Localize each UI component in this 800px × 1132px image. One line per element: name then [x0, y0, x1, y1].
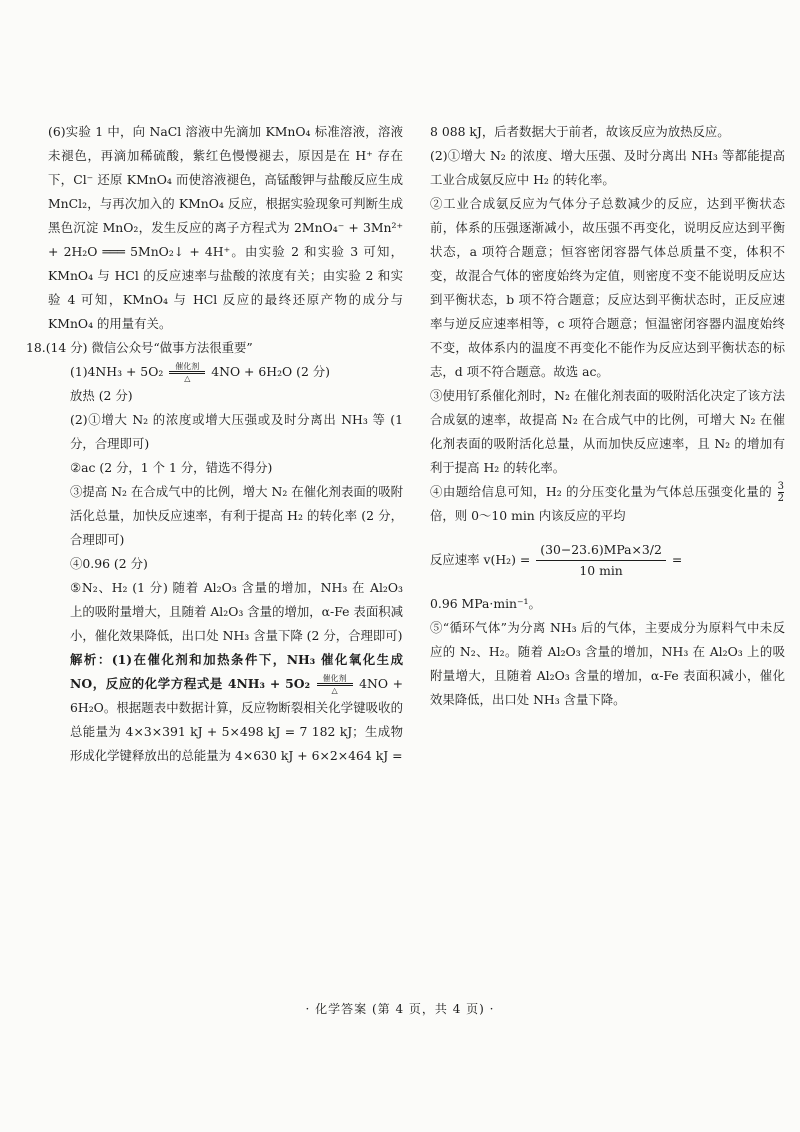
catalyst-label-2: 催化剂 [322, 674, 347, 683]
page-footer: · 化学答案 (第 4 页，共 4 页) · [305, 1002, 495, 1016]
answer-18-2-4: ④0.96 (2 分) [70, 556, 148, 571]
answer-18-1-equation [48, 360, 403, 384]
answer-18-2-3: ③提高 N₂ 在合成气中的比例，增大 N₂ 在催化剂表面的吸附活化总量，加快反应速率，有利于提高 H₂ 的转化率 (2 分，合理即可) [70, 484, 403, 547]
analysis [48, 648, 403, 768]
analysis-r5-text: ④由题给信息可知，H₂ 的分压变化量为气体总压强变化量的 [430, 484, 773, 499]
heat-symbol-2: △ [331, 686, 338, 695]
rate-numerator: (30−23.6)MPa×3/2 [536, 540, 666, 561]
rate-fraction [536, 540, 666, 581]
rate-label: 反应速率 v(H₂) = [430, 552, 531, 567]
rate-equals: = [671, 552, 683, 567]
answer-18-2-2: ②ac (2 分，1 个 1 分，错选不得分) [70, 460, 273, 475]
heat-symbol: △ [184, 374, 191, 383]
answer-18-1b: 放热 (2 分) [70, 388, 133, 403]
catalyst-label: 催化剂 [175, 362, 200, 371]
catalyst-arrow [169, 362, 205, 383]
right-column [430, 120, 785, 712]
rate-formula [430, 528, 785, 592]
analysis-r4: ③使用钌系催化剂时，N₂ 在催化剂表面的吸附活化决定了该方法合成氨的速率，故提高 N₂ 在合成气中的比例，可增大 N₂ 在催化剂表面的吸附活化总量，从而加快反应速率，且 N₂ 的增加有利于提高 H₂ 的转化率。 [430, 388, 785, 475]
fraction-three-halves: $\frac{3}{2}$ [777, 481, 784, 504]
analysis-r2: (2)①增大 N₂ 的浓度、增大压强、及时分离出 NH₃ 等都能提高工业合成氨反应中 H₂ 的转化率。 [430, 148, 785, 187]
analysis-r1: 8 088 kJ，后者数据大于前者，故该反应为放热反应。 [430, 124, 730, 139]
analysis-r3: ②工业合成氨反应为气体分子总数减少的反应，达到平衡状态前，体系的压强逐渐减小，故压强不再变化，说明反应达到平衡状态，a 项符合题意；恒容密闭容器气体总质量不变，体积不变，故混合气体的密度始终为定值，则密度不变不能说明反应达到平衡状态，b 项不符合题意；反应达到平衡状态时，正反应速率与逆反应速率相等，c 项符合题意；恒温密闭容器内温度始终不变，故体系内的温度不再变化不能作为反应达到平衡状态的标志，d 项不符合题意。故选 ac。 [430, 196, 785, 379]
answer-18-2-5: ⑤N₂、H₂ (1 分) 随着 Al₂O₃ 含量的增加，NH₃ 在 Al₂O₃ 上的吸附量增大，且随着 Al₂O₃ 含量的增加，α-Fe 表面积减小，催化效果降低，出口处 NH₃ 含量下降 (2 分，合理即可) [70, 580, 403, 643]
analysis-r5-text-cont: 倍，则 0～10 min 内该反应的平均 [430, 508, 626, 523]
question-18-heading: 18.(14 分) 微信公众号“做事方法很重要” [26, 340, 253, 355]
analysis-text-cont: 4NO + 6H₂O。根据题表中数据计算，反应物断裂相关化学键吸收的总能量为 4×3×391 kJ + 5×498 kJ = 7 182 kJ；生成物形成化学键释放出的总能量为 4×630 kJ + 6×2×464 kJ = [70, 676, 403, 763]
rate-result: 0.96 MPa·min⁻¹。 [430, 596, 541, 611]
left-column [26, 120, 403, 768]
analysis-r8: ⑤“循环气体”为分离 NH₃ 后的气体，主要成分为原料气中未反应的 N₂、H₂。随着 Al₂O₃ 含量的增加，NH₃ 在 Al₂O₃ 上的吸附量增大，且随着 Al₂O₃ 含量的增加，α-Fe 表面积减小，催化效果降低，出口处 NH₃ 含量下降。 [430, 620, 785, 707]
catalyst-arrow-2 [317, 674, 353, 695]
equation-right: 4NO + 6H₂O (2 分) [211, 364, 331, 379]
analysis-r5 [430, 480, 785, 528]
answer-18-2-1: (2)①增大 N₂ 的浓度或增大压强或及时分离出 NH₃ 等 (1 分，合理即可) [70, 412, 403, 451]
rate-denominator: 10 min [579, 562, 623, 578]
analysis-text: 解析：(1)在催化剂和加热条件下，NH₃ 催化氧化生成 NO，反应的化学方程式是 4NH₃ + 5O₂ [70, 652, 403, 691]
equation-left: (1)4NH₃ + 5O₂ [70, 364, 164, 379]
answer-part-6: (6)实验 1 中，向 NaCl 溶液中先滴加 KMnO₄ 标准溶液，溶液未褪色，再滴加稀硫酸，紫红色慢慢褪去，原因是在 H⁺ 存在下，Cl⁻ 还原 KMnO₄ 而使溶液褪色，高锰酸钾与盐酸反应生成 MnCl₂，与再次加入的 KMnO₄ 反应，根据实验现象可判断生成黑色沉淀 MnO₂，发生反应的离子方程式为 2MnO₄⁻ + 3Mn²⁺ + 2H₂O ═══ 5MnO₂↓ + 4H⁺。由实验 2 和实验 3 可知，KMnO₄ 与 HCl 的反应速率与盐酸的浓度有关；由实验 2 和实验 4 可知，KMnO₄ 与 HCl 反应的最终还原产物的成分与 KMnO₄ 的用量有关。 [48, 124, 403, 331]
